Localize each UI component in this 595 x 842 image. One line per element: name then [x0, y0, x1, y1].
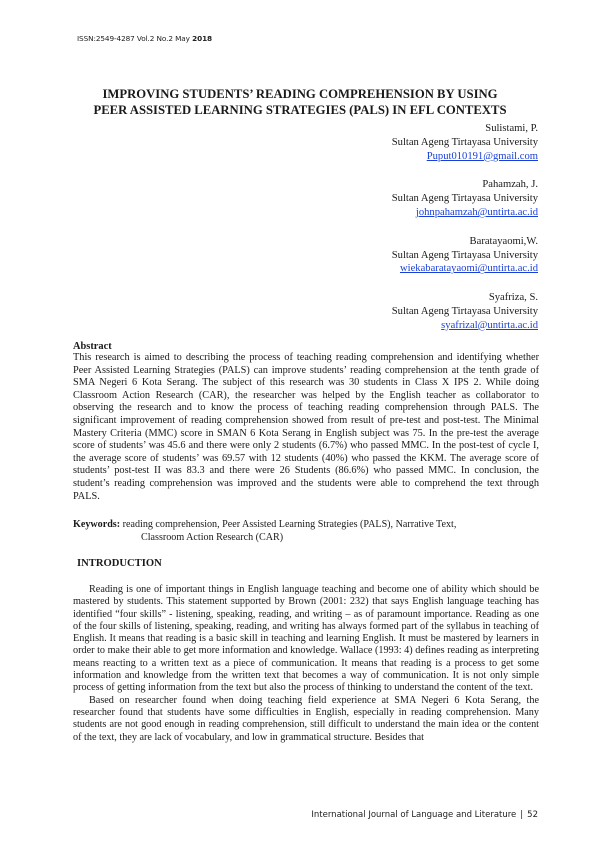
- author-email-link[interactable]: syafrizal@untirta.ac.id: [441, 319, 538, 331]
- author-email-link[interactable]: johnpahamzah@untirta.ac.id: [415, 206, 538, 218]
- author-email-link[interactable]: Puput010191@gmail.com: [426, 150, 538, 162]
- keywords-section: [73, 518, 539, 545]
- author-affiliation: Sultan Ageng Tirtayasa University: [391, 136, 538, 148]
- title-line-2: PEER ASSISTED LEARNING STRATEGIES (PALS) IN EFL CONTEXTS: [93, 103, 507, 117]
- body-paragraph: Reading is one of important things in English language teaching and become one of ability which should be mastered by students. This statement supported by Brown (2001: 232) that says English language teaching has identified “four skills” - listening, speaking, reading, and writing – as of paramount importance. Reading as one of the four skills of listening, speaking, reading, and writing has always formed part of the syllabus in teaching of English. It means that reading is a basic skill in teaching and learning English. It must be mastered by learners in order to make their able to get more information and knowledge. Wallace (1993: 4) defines reading as interpreting means reacting to a written text as a piece of communication. It means that reading is a process to get some information and knowledge from the written text that becomes a way of communication. It is not only simple process of getting information from the text but also the process of thinking to understand the content of the text.: [73, 584, 539, 694]
- footer-journal-name: International Journal of Language and Literature: [311, 810, 517, 820]
- keywords-label: Keywords:: [73, 519, 121, 530]
- introduction-heading: INTRODUCTION: [77, 558, 162, 569]
- introduction-body: [73, 584, 539, 744]
- abstract-text: This research is aimed to describing the process of teaching reading comprehension and identifying whether Peer Assisted Learning Strategies (PALS) can improve students’ reading comprehension at the tenth grade of SMA Negeri 6 Kota Serang. The subject of this research was 30 students in Class X IPS 2. While doing Classroom Action Research (CAR), the researcher was helped by the English teacher as collaborator to observing the research and to know the process of teaching reading comprehension through PALS. The significant improvement of reading comprehension showed from result of pre-test and post-test. The Minimal Mastery Criteria (MMC) score in SMAN 6 Kota Serang in English subject was 75. In the pre-test the average score of students’ was 45.6 and there were only 2 students (6.7%) who passed MMC. In the post-test of cycle I, the average score of students’ was 69.57 with 12 students (40%) who passed the KKM. The average score of students’ post-test II was 83.3 and there were 26 Students (86.6%) who passed MMC. In conclusion, the student’s reading comprehension was improved and the students were able to comprehend the text through PALS.: [73, 352, 539, 502]
- page-footer: [311, 810, 538, 820]
- author-block: [238, 122, 538, 163]
- author-email-link[interactable]: wiekabaratayaomi@untirta.ac.id: [400, 263, 538, 275]
- author-name: Pahamzah, J.: [482, 179, 538, 191]
- keywords-line-2: Classroom Action Research (CAR): [141, 532, 284, 544]
- issn-year: 2018: [192, 34, 213, 43]
- author-affiliation: Sultan Ageng Tirtayasa University: [391, 249, 538, 261]
- keywords-line-1: reading comprehension, Peer Assisted Learning Strategies (PALS), Narrative Text,: [122, 519, 457, 530]
- author-block: [238, 178, 538, 219]
- author-affiliation: Sultan Ageng Tirtayasa University: [391, 193, 538, 205]
- paper-title: [60, 86, 540, 118]
- body-paragraph: Based on researcher found when doing teaching field experience at SMA Negeri 6 Kota Serang, the researcher found that students have some difficulties in English, especially in reading comprehension. Many students are not good enough in reading comprehension, still difficult to understand the main idea or the content of the text, they are lack of vocabulary, and low in grammatical structure. Besides that: [73, 694, 539, 743]
- author-block: [238, 291, 538, 332]
- page-number: 52: [527, 810, 538, 820]
- title-line-1: IMPROVING STUDENTS’ READING COMPREHENSION BY USING: [102, 87, 498, 101]
- author-name: Baratayaomi,W.: [469, 235, 538, 247]
- abstract-heading: Abstract: [73, 341, 112, 352]
- author-name: Sulistami, P.: [485, 123, 538, 134]
- issn-header: [77, 34, 212, 43]
- author-affiliation: Sultan Ageng Tirtayasa University: [391, 305, 538, 317]
- author-block: [238, 235, 538, 276]
- issn-text: ISSN:2549-4287 Vol.2 No.2 May: [77, 34, 190, 43]
- author-list: [238, 122, 538, 348]
- author-name: Syafriza, S.: [488, 292, 538, 304]
- footer-separator: |: [520, 810, 524, 820]
